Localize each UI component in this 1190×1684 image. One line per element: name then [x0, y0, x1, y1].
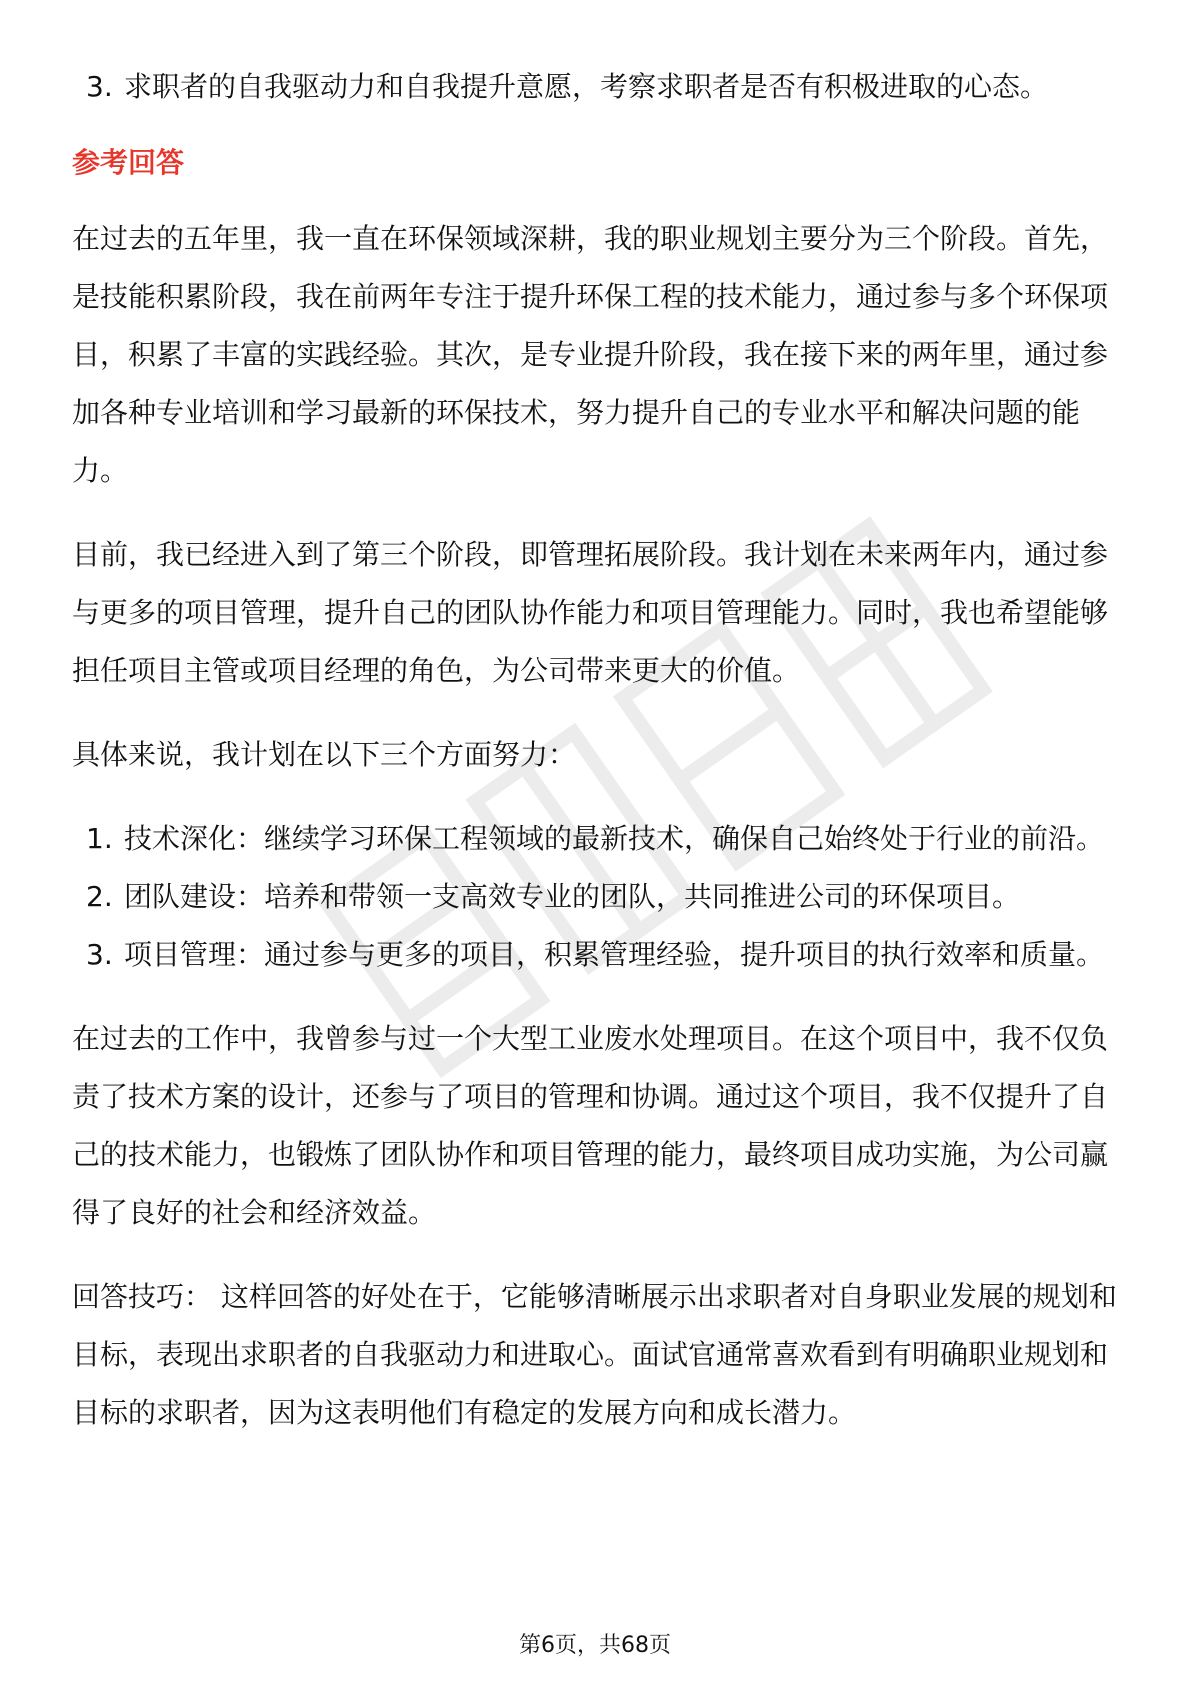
- paragraph-career-stages: 在过去的五年里，我一直在环保领域深耕，我的职业规划主要分为三个阶段。首先，是技能积累阶段，我在前两年专注于提升环保工程的技术能力，通过参与多个环保项目，积累了丰富的实践经验。其次，是专业提升阶段，我在接下来的两年里，通过参加各种专业培训和学习最新的环保技术，努力提升自己的专业水平和解决问题的能力。: [72, 222, 1109, 487]
- list-item: [72, 926, 1118, 984]
- reference-answer-heading: 参考回答: [72, 146, 185, 179]
- paragraph-project-experience: 在过去的工作中，我曾参与过一个大型工业废水处理项目。在这个项目中，我不仅负责了技术方案的设计，还参与了项目的管理和协调。通过这个项目，我不仅提升了自己的技术能力，也锻炼了团队协作和项目管理的能力，最终项目成功实施，为公司赢得了良好的社会和经济效益。: [72, 1022, 1109, 1229]
- paragraph-plan-intro: 具体来说，我计划在以下三个方面努力：: [72, 738, 577, 771]
- list-item: [72, 58, 1118, 116]
- document-content: [72, 58, 1118, 1442]
- list-item-number: 2.: [86, 880, 113, 913]
- list-item: [72, 868, 1118, 926]
- list-item-number: 3.: [86, 70, 113, 103]
- paragraph-current-stage: 目前，我已经进入到了第三个阶段，即管理拓展阶段。我计划在未来两年内，通过参与更多的项目管理，提升自己的团队协作能力和项目管理能力。同时，我也希望能够担任项目主管或项目经理的角色，为公司带来更大的价值。: [72, 538, 1109, 687]
- plan-list: [72, 810, 1118, 984]
- list-item-text: 求职者的自我驱动力和自我提升意愿，考察求职者是否有积极进取的心态。: [124, 70, 1049, 103]
- page-footer: 第6页，共68页: [519, 1633, 671, 1658]
- list-item-text: 团队建设：培养和带领一支高效专业的团队，共同推进公司的环保项目。: [124, 880, 1021, 913]
- list-item-number: 3.: [86, 938, 113, 971]
- list-item-number: 1.: [86, 822, 113, 855]
- list-item: [72, 810, 1118, 868]
- list-item-text: 技术深化：继续学习环保工程领域的最新技术，确保自己始终处于行业的前沿。: [124, 822, 1105, 855]
- paragraph-answer-tips: 回答技巧： 这样回答的好处在于，它能够清晰展示出求职者对自身职业发展的规划和目标，表现出求职者的自我驱动力和进取心。面试官通常喜欢看到有明确职业规划和目标的求职者，因为这表明他们有稳定的发展方向和成长潜力。: [72, 1280, 1117, 1429]
- intro-list: [72, 58, 1118, 116]
- list-item-text: 项目管理：通过参与更多的项目，积累管理经验，提升项目的执行效率和质量。: [124, 938, 1105, 971]
